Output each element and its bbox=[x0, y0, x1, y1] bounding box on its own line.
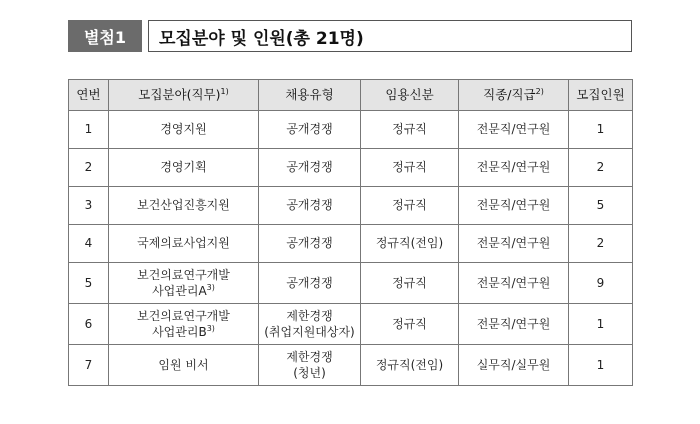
cell-type-line2: (취업지원대상자) bbox=[264, 325, 355, 339]
table-row bbox=[69, 263, 633, 304]
cell-status: 정규직 bbox=[361, 304, 459, 345]
cell-count: 9 bbox=[569, 263, 633, 304]
cell-no: 1 bbox=[69, 111, 109, 149]
cell-status: 정규직 bbox=[361, 111, 459, 149]
cell-status: 정규직 bbox=[361, 149, 459, 187]
cell-count: 5 bbox=[569, 187, 633, 225]
cell-no: 2 bbox=[69, 149, 109, 187]
cell-type: 공개경쟁 bbox=[259, 111, 361, 149]
cell-field: 보건산업진흥지원 bbox=[109, 187, 259, 225]
cell-count: 2 bbox=[569, 225, 633, 263]
cell-field-line1: 보건의료연구개발 bbox=[137, 267, 230, 282]
header-grade-label: 직종/직급 bbox=[483, 86, 536, 102]
header-grade-footnote: 2) bbox=[535, 86, 544, 96]
cell-status: 정규직 bbox=[361, 187, 459, 225]
table-row bbox=[69, 111, 633, 149]
cell-type-line2: (청년) bbox=[293, 366, 326, 380]
cell-type bbox=[259, 345, 361, 386]
cell-count: 1 bbox=[569, 345, 633, 386]
cell-type-line1: 제한경쟁 bbox=[286, 308, 333, 323]
cell-type: 공개경쟁 bbox=[259, 149, 361, 187]
cell-grade: 전문직/연구원 bbox=[459, 225, 569, 263]
header-grade bbox=[459, 80, 569, 111]
cell-grade: 전문직/연구원 bbox=[459, 187, 569, 225]
cell-field bbox=[109, 304, 259, 345]
cell-no: 5 bbox=[69, 263, 109, 304]
table-row bbox=[69, 225, 633, 263]
page-title: 모집분야 및 인원(총 21명) bbox=[148, 20, 632, 52]
cell-field: 경영기획 bbox=[109, 149, 259, 187]
cell-count: 2 bbox=[569, 149, 633, 187]
cell-field-line1: 보건의료연구개발 bbox=[137, 308, 230, 323]
cell-no: 6 bbox=[69, 304, 109, 345]
cell-status: 정규직 bbox=[361, 263, 459, 304]
cell-no: 4 bbox=[69, 225, 109, 263]
cell-type bbox=[259, 304, 361, 345]
cell-status: 정규직(전임) bbox=[361, 345, 459, 386]
cell-field: 경영지원 bbox=[109, 111, 259, 149]
attachment-tag: 별첨1 bbox=[68, 20, 142, 52]
cell-type-line1: 제한경쟁 bbox=[286, 349, 333, 364]
cell-field-line2: 사업관리A bbox=[152, 284, 207, 298]
cell-grade: 전문직/연구원 bbox=[459, 149, 569, 187]
cell-grade: 전문직/연구원 bbox=[459, 263, 569, 304]
cell-status: 정규직(전임) bbox=[361, 225, 459, 263]
cell-field-line2: 사업관리B bbox=[152, 325, 207, 339]
cell-field: 국제의료사업지원 bbox=[109, 225, 259, 263]
cell-count: 1 bbox=[569, 304, 633, 345]
cell-grade: 전문직/연구원 bbox=[459, 304, 569, 345]
table-row bbox=[69, 149, 633, 187]
header-count: 모집인원 bbox=[569, 80, 633, 111]
cell-type: 공개경쟁 bbox=[259, 263, 361, 304]
cell-no: 3 bbox=[69, 187, 109, 225]
attachment-header bbox=[68, 20, 632, 52]
cell-count: 1 bbox=[569, 111, 633, 149]
cell-grade: 전문직/연구원 bbox=[459, 111, 569, 149]
cell-field-footnote: 3) bbox=[206, 324, 215, 333]
cell-field: 임원 비서 bbox=[109, 345, 259, 386]
cell-grade: 실무직/실무원 bbox=[459, 345, 569, 386]
table-row bbox=[69, 304, 633, 345]
header-status: 임용신분 bbox=[361, 80, 459, 111]
table-row bbox=[69, 187, 633, 225]
table-header-row bbox=[69, 80, 633, 111]
cell-no: 7 bbox=[69, 345, 109, 386]
recruitment-table bbox=[68, 79, 633, 386]
cell-field-footnote: 3) bbox=[206, 283, 215, 292]
header-type: 채용유형 bbox=[259, 80, 361, 111]
cell-type: 공개경쟁 bbox=[259, 187, 361, 225]
cell-type: 공개경쟁 bbox=[259, 225, 361, 263]
header-no: 연번 bbox=[69, 80, 109, 111]
header-field-footnote: 1) bbox=[220, 86, 229, 96]
table-row bbox=[69, 345, 633, 386]
header-field-label: 모집분야(직무) bbox=[138, 86, 221, 102]
header-field bbox=[109, 80, 259, 111]
cell-field bbox=[109, 263, 259, 304]
